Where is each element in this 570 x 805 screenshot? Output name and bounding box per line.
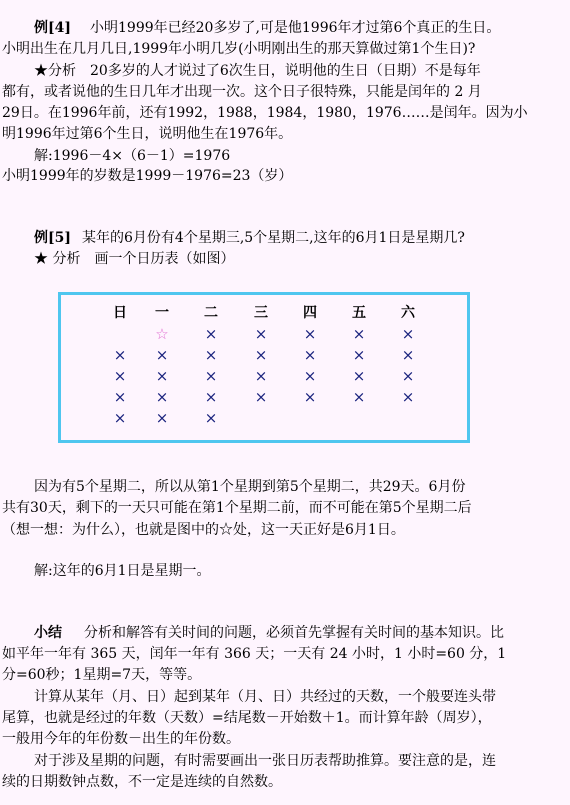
calendar-header-tue: 二 bbox=[204, 305, 218, 321]
summary-line-1: 分析和解答有关时间的问题，必须首先掌握有关时间的基本知识。比 bbox=[84, 625, 504, 641]
example-5-question: 某年的6月份有4个星期三,5个星期二,这年的6月1日是星期几? bbox=[82, 230, 465, 246]
example-4-question-line-1: 小明1999年已经20多岁了,可是他1996年才过第6个真正的生日。 bbox=[90, 20, 501, 36]
cross-icon: × bbox=[303, 346, 317, 364]
cross-icon: × bbox=[155, 346, 169, 364]
cross-icon: × bbox=[204, 388, 218, 406]
summary-line-2: 如平年一年有 365 天，闰年一年有 366 天；一天有 24 小时，1 小时=60 分，1 bbox=[2, 646, 507, 662]
calendar-table bbox=[58, 292, 470, 443]
cross-icon: × bbox=[204, 346, 218, 364]
calendar-header-mon: 一 bbox=[155, 305, 169, 321]
cross-icon: × bbox=[155, 388, 169, 406]
cross-icon: × bbox=[113, 388, 127, 406]
cross-icon: × bbox=[254, 388, 268, 406]
example-5-explanation-line-1: 因为有5个星期二，所以从第1个星期到第5个星期二，共29天。6月份 bbox=[34, 479, 466, 495]
cross-icon: × bbox=[352, 367, 366, 385]
summary-line-4: 计算从某年（月、日）起到某年（月、日）共经过的天数，一个般要连头带 bbox=[34, 689, 496, 705]
cross-icon: × bbox=[155, 367, 169, 385]
cross-icon: × bbox=[155, 409, 169, 427]
summary-line-8: 续的日期数钟点数，不一定是连续的自然数。 bbox=[2, 774, 282, 790]
example-4-analysis-line-2: 都有，或者说他的生日几年才出现一次。这个日子很特殊，只能是闰年的 2 月 bbox=[2, 84, 482, 100]
example-4-label: 例[4] bbox=[34, 20, 71, 36]
example-4-analysis-line-3: 29日。在1996年前，还有1992，1988，1984，1980，1976……是闰年。因为小 bbox=[2, 105, 528, 121]
cross-icon: × bbox=[352, 346, 366, 364]
cross-icon: × bbox=[113, 346, 127, 364]
summary-line-6: 一般用今年的年份数－出生的年份数。 bbox=[2, 731, 240, 747]
example-5-analysis-line-1: ★ 分析 画一个日历表（如图） bbox=[34, 251, 235, 267]
cross-icon: × bbox=[204, 367, 218, 385]
cross-icon: × bbox=[401, 367, 415, 385]
example-4-solution-line-1: 解:1996－4×（6－1）=1976 bbox=[34, 148, 231, 164]
example-5-explanation-line-3: （想一想：为什么），也就是图中的☆处，这一天正好是6月1日。 bbox=[2, 522, 405, 538]
star-icon: ☆ bbox=[155, 325, 169, 343]
cross-icon: × bbox=[303, 325, 317, 343]
cross-icon: × bbox=[352, 325, 366, 343]
example-4-analysis-line-4: 明1996年过第6个生日，说明他生在1976年。 bbox=[2, 126, 293, 142]
calendar-header-sat: 六 bbox=[401, 305, 415, 321]
cross-icon: × bbox=[254, 325, 268, 343]
calendar-header-fri: 五 bbox=[352, 305, 366, 321]
calendar-header-wed: 三 bbox=[254, 305, 268, 321]
cross-icon: × bbox=[204, 325, 218, 343]
summary-line-7: 对于涉及星期的问题，有时需要画出一张日历表帮助推算。要注意的是，连 bbox=[34, 753, 496, 769]
cross-icon: × bbox=[113, 367, 127, 385]
cross-icon: × bbox=[401, 388, 415, 406]
example-5-solution: 解:这年的6月1日是星期一。 bbox=[34, 563, 211, 579]
cross-icon: × bbox=[401, 346, 415, 364]
calendar-header-sun: 日 bbox=[113, 305, 127, 321]
summary-line-3: 分=60秒；1星期=7天，等等。 bbox=[2, 667, 202, 683]
cross-icon: × bbox=[113, 409, 127, 427]
calendar-header-thu: 四 bbox=[303, 305, 317, 321]
example-5-label: 例[5] bbox=[34, 230, 71, 246]
example-4-solution-line-2: 小明1999年的岁数是1999－1976=23（岁） bbox=[2, 168, 293, 184]
cross-icon: × bbox=[254, 346, 268, 364]
summary-label: 小结 bbox=[34, 625, 62, 641]
cross-icon: × bbox=[254, 367, 268, 385]
cross-icon: × bbox=[303, 388, 317, 406]
cross-icon: × bbox=[401, 325, 415, 343]
cross-icon: × bbox=[303, 367, 317, 385]
example-4-question-line-2: 小明出生在几月几日,1999年小明几岁(小明刚出生的那天算做过第1个生日)? bbox=[2, 41, 476, 57]
example-5-explanation-line-2: 共有30天，剩下的一天只可能在第1个星期二前，而不可能在第5个星期二后 bbox=[2, 500, 472, 516]
example-4-analysis-line-1: ★分析 20多岁的人才说过了6次生日，说明他的生日（日期）不是每年 bbox=[34, 63, 481, 79]
summary-line-5: 尾算，也就是经过的年数（天数）=结尾数－开始数＋1。而计算年龄（周岁）， bbox=[2, 710, 492, 726]
cross-icon: × bbox=[204, 409, 218, 427]
cross-icon: × bbox=[352, 388, 366, 406]
